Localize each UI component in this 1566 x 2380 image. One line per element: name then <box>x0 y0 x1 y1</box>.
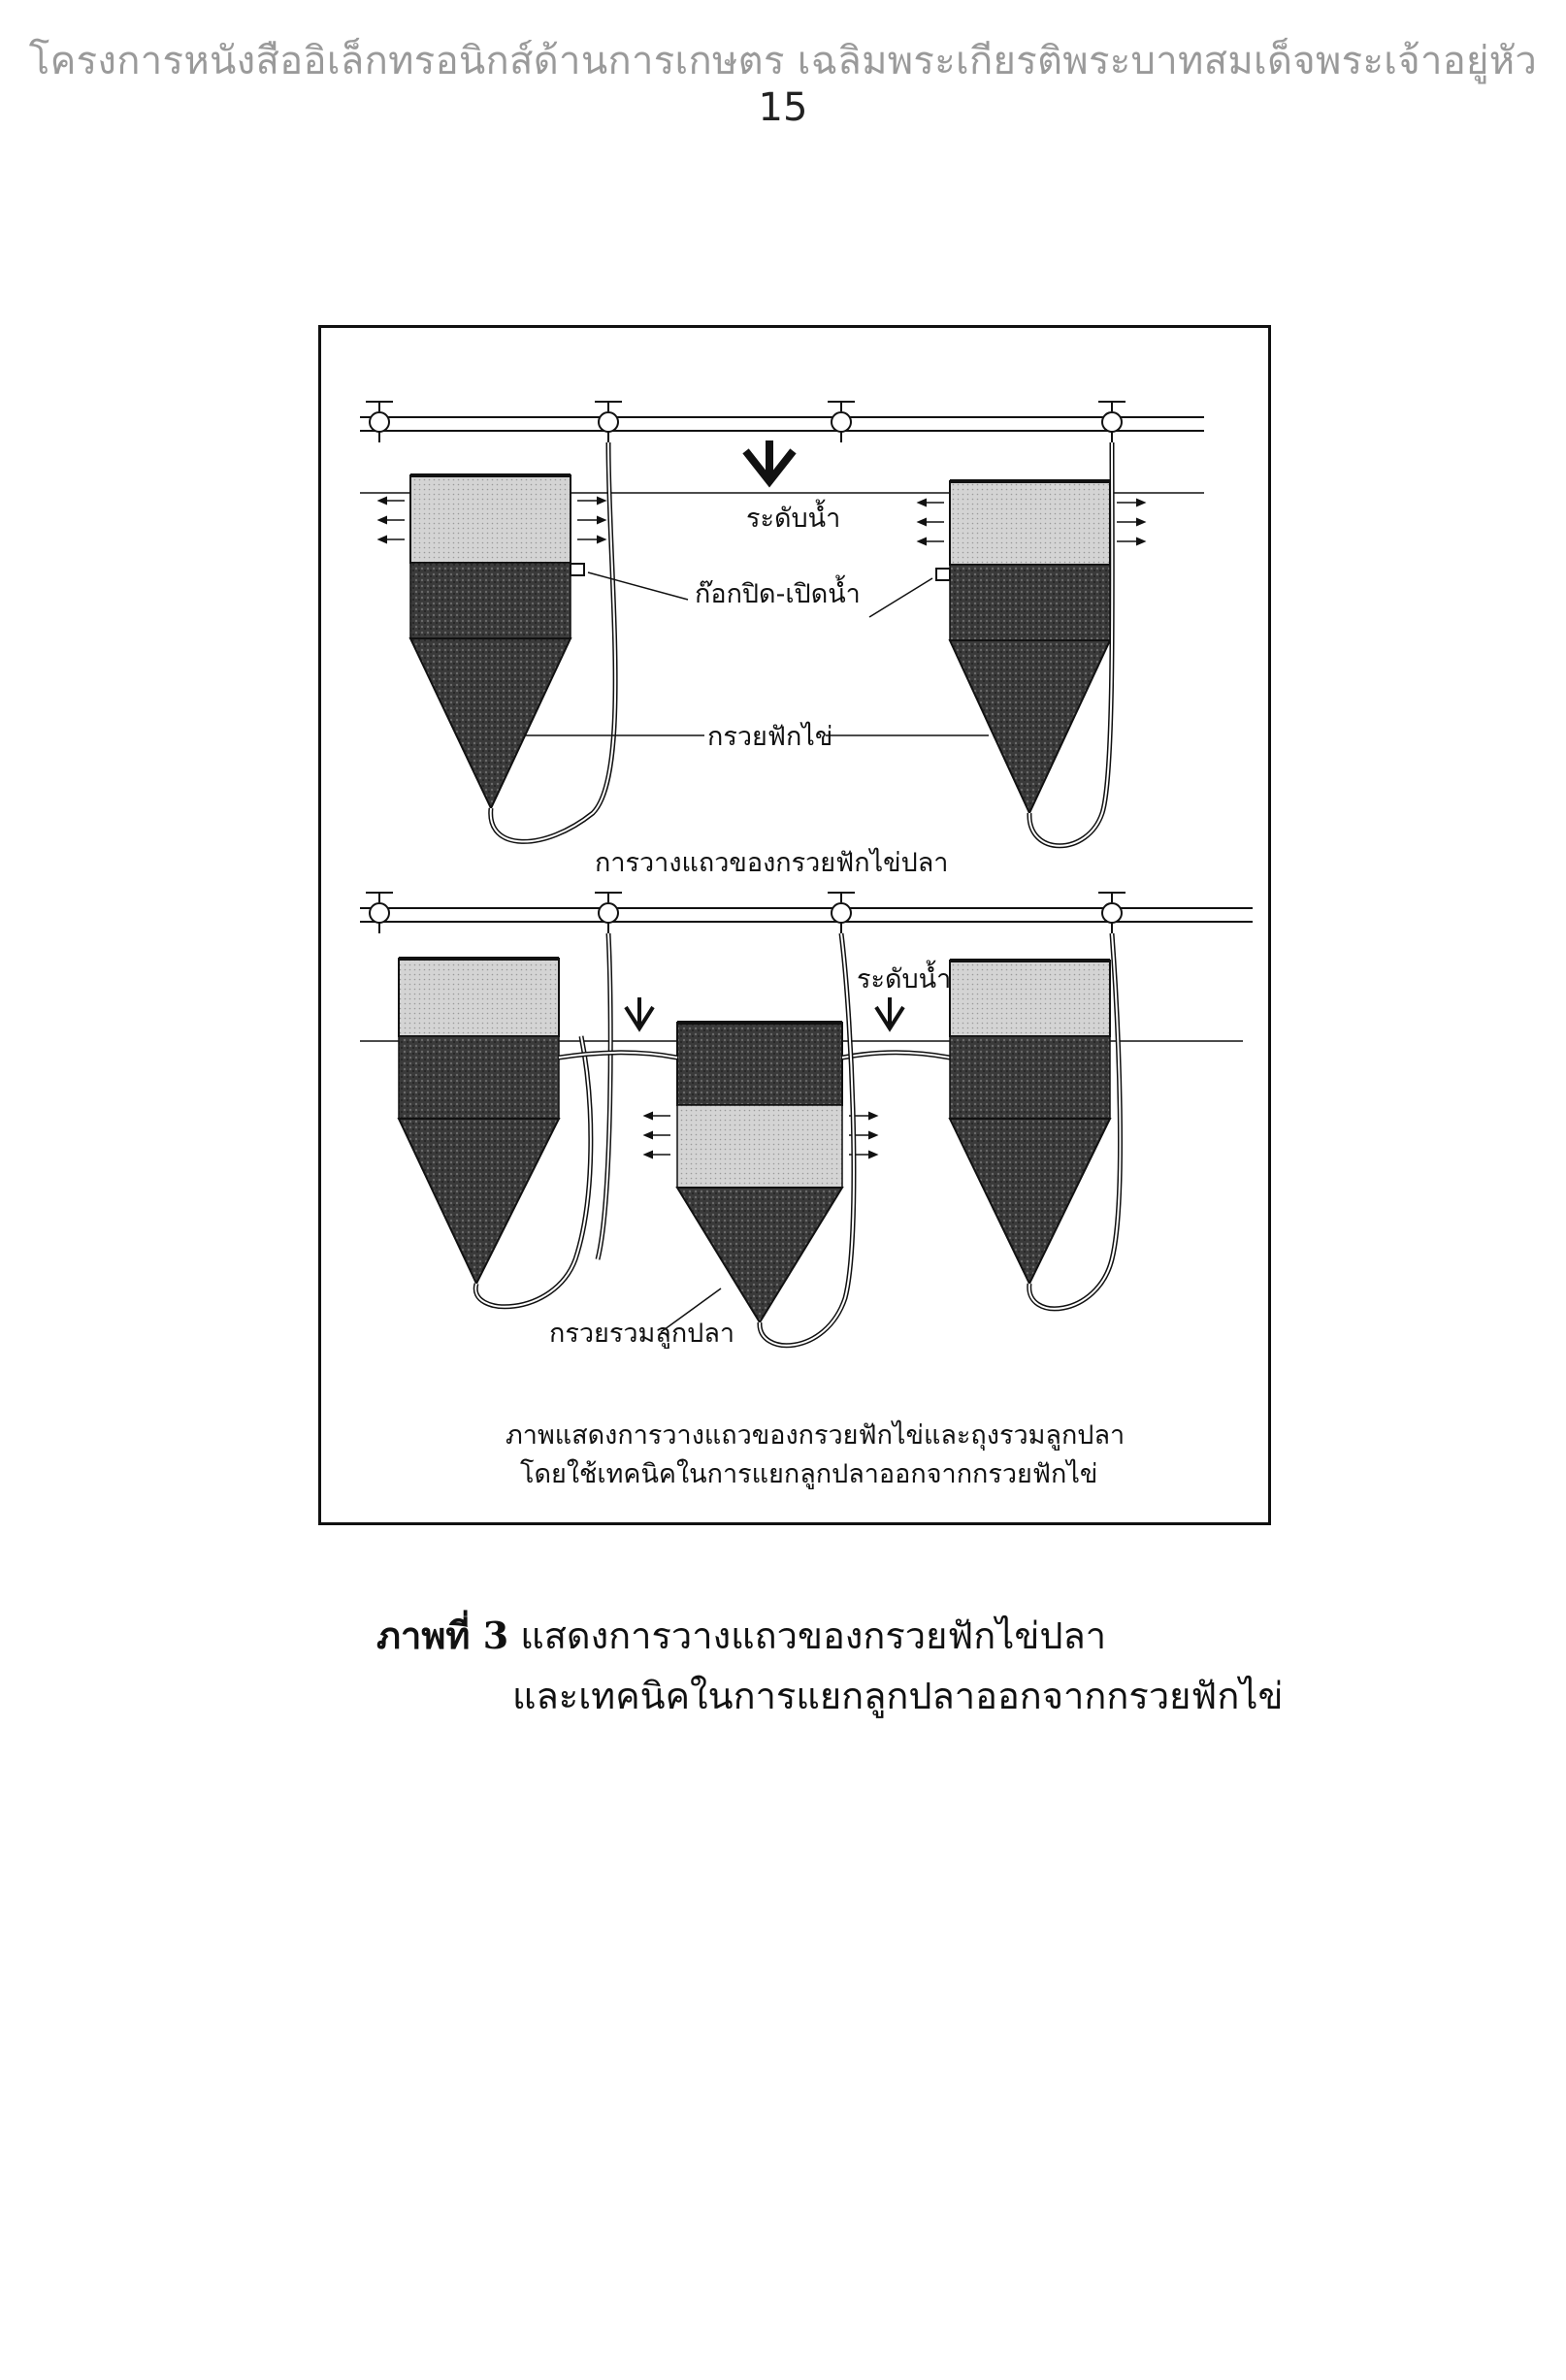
top-water-level-label: ระดับน้ำ <box>746 504 841 534</box>
figure-number: ภาพที่ 3 <box>376 1614 509 1657</box>
funnel-diagram <box>321 328 1268 1522</box>
bottom-right-down-arrow <box>876 997 903 1028</box>
collecting-funnel-label: กรวยรวมลูกปลา <box>549 1319 735 1349</box>
bottom-center-collecting-funnel <box>677 1023 842 1322</box>
inner-caption-line2: โดยใช้เทคนิคในการแยกลูกปลาออกจากกรวยฟักไข่ <box>520 1459 1098 1489</box>
top-left-valve <box>571 564 584 575</box>
top-subtitle: การวางแถวของกรวยฟักไข่ปลา <box>595 848 949 878</box>
caption-line1 <box>376 1606 1308 1666</box>
running-header: โครงการหนังสืออิเล็กทรอนิกส์ด้านการเกษตร เฉลิมพระเกียรติพระบาทสมเด็จพระเจ้าอยู่หัว <box>28 39 1538 83</box>
inner-caption-line1: ภาพแสดงการวางแถวของกรวยฟักไข่และถุงรวมลูกปลา <box>506 1420 1126 1451</box>
bottom-pipe-taps <box>366 893 1126 933</box>
top-water-pipe <box>360 417 1204 431</box>
top-left-hatching-funnel <box>410 475 571 808</box>
top-right-hatching-funnel <box>950 481 1110 813</box>
bottom-right-hatching-funnel <box>950 961 1110 1284</box>
page-number: 15 <box>758 85 808 130</box>
bottom-left-down-arrow <box>626 997 653 1028</box>
hatching-funnel-label: กรวยฟักไข่ <box>707 722 833 752</box>
top-right-valve <box>936 569 950 580</box>
caption-text-line1: แสดงการวางแถวของกรวยฟักไข่ปลา <box>520 1614 1107 1657</box>
top-water-level-arrow <box>748 444 791 481</box>
figure-caption <box>376 1606 1308 1726</box>
bottom-left-hatching-funnel <box>399 959 559 1284</box>
caption-text-line2: และเทคนิคในการแยกลูกปลาออกจากกรวยฟักไข่ <box>512 1675 1284 1717</box>
figure-illustration <box>318 325 1271 1525</box>
top-pipe-taps <box>366 402 1126 442</box>
bottom-water-level-label: ระดับน้ำ <box>857 964 952 994</box>
valve-label: ก๊อกปิด-เปิดน้ำ <box>695 579 861 609</box>
